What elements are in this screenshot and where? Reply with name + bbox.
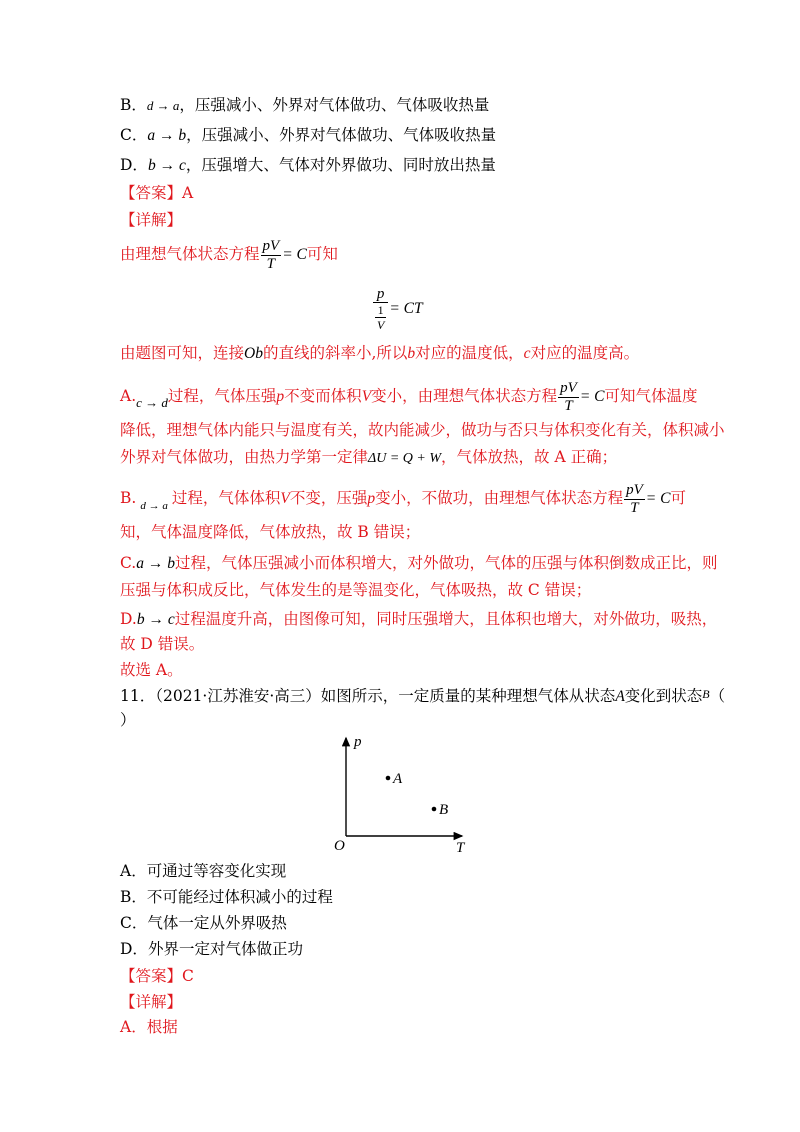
explain-a-line-1: $A._{c \to d}$过程，气体压强p不变而体积V变小，由理想气体状态方程 $\frac{pV}{T}$ = C可知气体温度 [120, 379, 698, 414]
explain-line-2: 由题图可知，连接Ob的直线的斜率小,所以b对应的温度低，c对应的温度高。 [120, 344, 640, 362]
detail-label-q10: 【详解】 [120, 211, 183, 229]
option-d-q10: D．b → c，压强增大、气体对外界做功、同时放出热量 [120, 156, 496, 174]
choose-answer: 故选 A。 [120, 661, 183, 679]
detail-label-q11: 【详解】 [120, 993, 183, 1011]
explain-b-line-2: 知，气体温度降低，气体放热，故 B 错误； [120, 523, 421, 541]
q11-option-c: C．气体一定从外界吸热 [120, 914, 287, 932]
process-label: d → a [146, 98, 180, 113]
question-11-close: ） [120, 711, 136, 729]
x-axis-label: T [456, 840, 465, 854]
explain-q11-start: A．根据 [120, 1018, 178, 1036]
explain-a-line-3: 外界对气体做功，由热力学第一定律ΔU = Q + W，气体放热，故 A 正确； [120, 448, 618, 466]
answer-q10: 【答案】A [120, 184, 194, 202]
q11-option-d: D．外界一定对气体做正功 [120, 940, 303, 958]
process-label: b → c [147, 157, 186, 174]
y-axis-label: p [354, 734, 362, 750]
p-t-graph [320, 732, 480, 854]
explain-a-line-2: 降低，理想气体内能只与温度有关，故内能减少，做功与否只与体积变化有关，体积减小 [120, 421, 725, 439]
point-a [386, 776, 391, 781]
option-b-q10: B．d → a，压强减小、外界对气体做功、气体吸收热量 [120, 96, 490, 114]
explain-c-line-1: C.a → b过程，气体压强减小而体积增大，对外做功，气体的压强与体积倒数成正比，则 [120, 554, 718, 572]
point-b-label: B [439, 802, 449, 818]
option-c-q10: C．a → b，压强减小、外界对气体做功、气体吸收热量 [120, 126, 497, 144]
q11-option-b: B．不可能经过体积减小的过程 [120, 888, 333, 906]
point-a-label: A [393, 771, 403, 787]
q11-option-a: A．可通过等容变化实现 [120, 862, 287, 880]
explain-c-line-2: 压强与体积成反比，气体发生的是等温变化，气体吸热，故 C 错误； [120, 581, 592, 599]
explain-b-line-1: B. $_{d \to a}$ 过程，气体体积V不变，压强p变小，不做功，由理想气体状态方程 $\frac{pV}{T}$ = C可 [120, 481, 686, 516]
question-11-stem: 11．（2021·江苏淮安·高三）如图所示，一定质量的某种理想气体从状态A变化到状态B（ [120, 687, 726, 705]
answer-q11: 【答案】C [120, 967, 194, 985]
origin-label: O [334, 838, 345, 854]
explain-line-1: 由理想气体状态方程 $\frac{pV}{T}$ = C可知 [120, 237, 338, 272]
point-b [432, 807, 437, 812]
centered-equation: $\frac{p}{\frac{1}{V}}$ = CT [372, 283, 423, 334]
state-equation: $\frac{pV}{T}$ [262, 237, 280, 272]
process-label: a → b [147, 127, 187, 144]
explain-d-line-2: 故 D 错误。 [120, 635, 205, 653]
explain-d-line-1: D.b → c过程温度升高，由图像可知，同时压强增大，且体积也增大，对外做功，吸热， [120, 610, 718, 628]
